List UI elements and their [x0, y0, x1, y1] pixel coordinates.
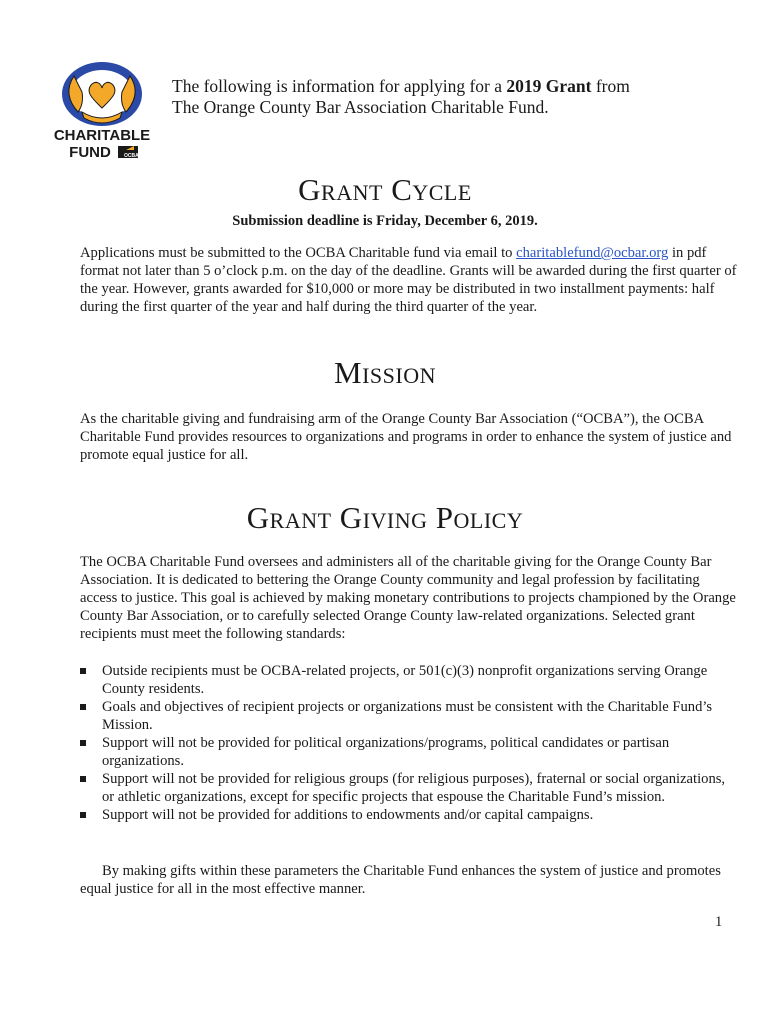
charitable-fund-logo [54, 58, 150, 162]
list-item-text: Support will not be provided for religious groups (for religious purposes), fraternal or social organizations, or athletic organizations, except for specific projects that espouse the Charitable Fund’s mission. [102, 771, 726, 805]
closing-paragraph: By making gifts within these parameters the Charitable Fund enhances the system of justice and promotes equal justice for all in the most effective manner. [80, 863, 721, 897]
grant-cycle-heading: Grant Cycle [298, 172, 472, 207]
list-item-text: Outside recipients must be OCBA-related projects, or 501(c)(3) nonprofit organizations serving Orange County residents. [102, 663, 708, 697]
list-item-text: Support will not be provided for political organizations/programs, political candidates or partisan organizations. [102, 735, 670, 769]
grant-cycle-text-post: in pdf format not later than 5 o’clock p.m. on the day of the deadline. Grants will be awarded during the first quarter of the year. However, grants awarded for $10,000 or more may be distributed in two installment payments: half during the first quarter of the year and half during the third quarter of the year. [80, 245, 737, 315]
grant-giving-policy-heading: Grant Giving Policy [246, 500, 524, 535]
bullet-square-icon [80, 704, 86, 710]
intro-line-1 [172, 76, 732, 97]
list-item-text: Support will not be provided for additions to endowments and/or capital campaigns. [102, 807, 594, 823]
logo-word-charitable: CHARITABLE [54, 127, 150, 144]
submission-deadline: Submission deadline is Friday, December 6, 2019. [232, 213, 538, 229]
bullet-square-icon [80, 776, 86, 782]
bullet-square-icon [80, 812, 86, 818]
list-item [80, 806, 740, 824]
grant-cycle-text-pre: Applications must be submitted to the OCBA Charitable fund via email to [80, 245, 517, 261]
bullet-square-icon [80, 668, 86, 674]
grant-cycle-paragraph [80, 244, 740, 316]
charitable-fund-email-link[interactable]: charitablefund@ocbar.org [516, 245, 669, 261]
list-item [80, 662, 740, 698]
list-item-text: Goals and objectives of recipient projects or organizations must be consistent with the Charitable Fund’s Mission. [102, 699, 713, 733]
bullet-square-icon [80, 740, 86, 746]
intro-grant-year: 2019 Grant [506, 76, 592, 96]
logo-word-fund: FUND [69, 144, 111, 161]
page-number: 1 [715, 914, 723, 930]
mission-heading: Mission [334, 355, 436, 390]
grant-standards-list [80, 662, 740, 824]
list-item [80, 734, 740, 770]
intro-line-1-pre: The following is information for applying for a [172, 76, 507, 96]
list-item [80, 698, 740, 734]
logo-emblem-icon [54, 58, 150, 162]
intro-text [172, 76, 732, 118]
intro-line-2: The Orange County Bar Association Charitable Fund. [172, 97, 549, 117]
mission-paragraph: As the charitable giving and fundraising arm of the Orange County Bar Association (“OCBA”), the OCBA Charitable Fund provides resources to organizations and programs in order to enhance the system of justice and promote equal justice for all. [80, 411, 732, 463]
intro-line-1-post: from [591, 76, 630, 96]
logo-ocba-tag: OCBA [124, 153, 139, 159]
policy-paragraph: The OCBA Charitable Fund oversees and administers all of the charitable giving for the Orange County Bar Association. It is dedicated to bettering the Orange County community and legal profession by facilitating access to justice. This goal is achieved by making monetary contributions to projects championed by the Orange County Bar Association, or to carefully selected Orange County law-related organizations. Selected grant recipients must meet the following standards: [80, 554, 736, 642]
list-item [80, 770, 740, 806]
